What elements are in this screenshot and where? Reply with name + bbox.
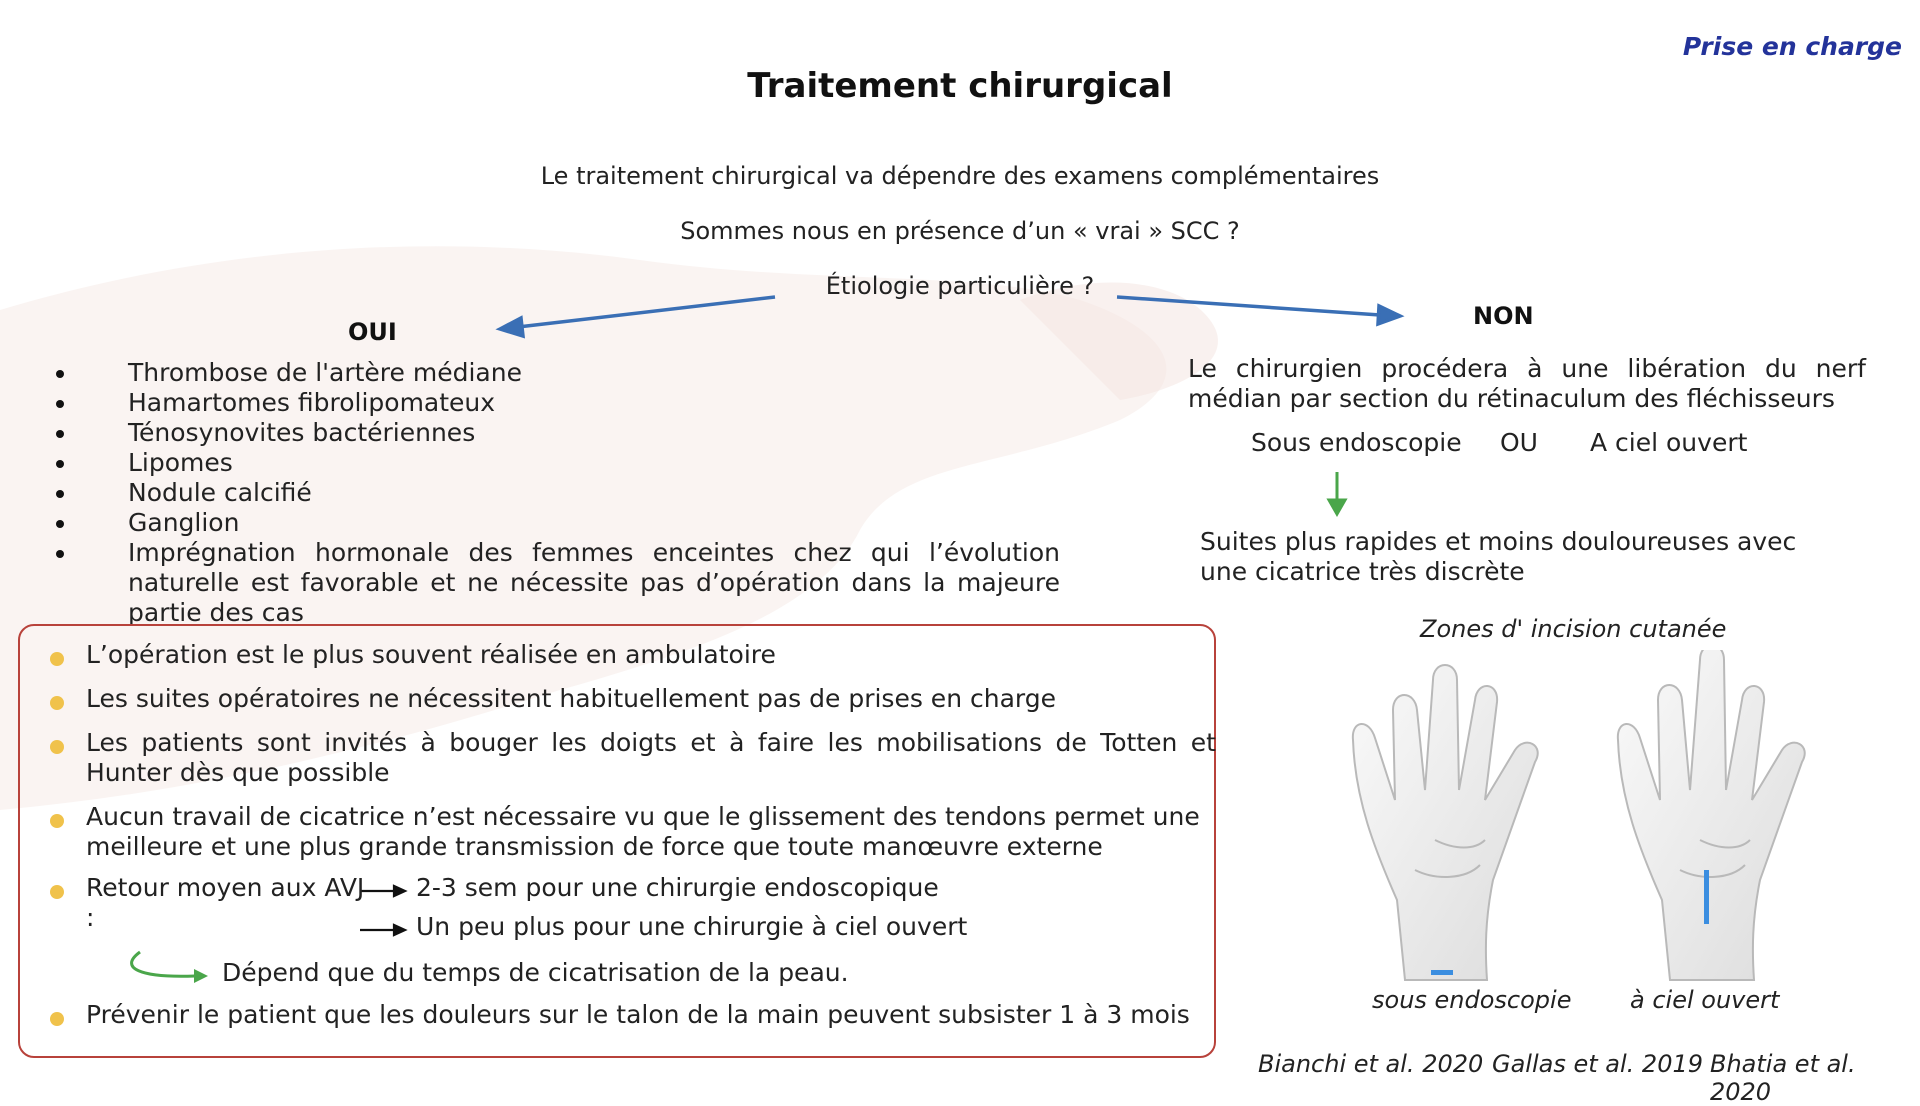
hand-left-icon <box>1353 665 1538 980</box>
bullet-icon <box>50 696 64 710</box>
post-op-box <box>18 624 1216 1058</box>
reference-2: Gallas et al. 2019 <box>1492 1050 1703 1078</box>
option-open: A ciel ouvert <box>1590 428 1748 457</box>
bullet-icon <box>50 1012 64 1026</box>
list-item: Lipomes <box>50 448 1060 478</box>
incision-mark-open <box>1704 870 1709 924</box>
option-or: OU <box>1500 428 1538 457</box>
healing-note: Dépend que du temps de cicatrisation de la peau. <box>222 958 849 987</box>
return-endoscopic: 2-3 sem pour une chirurgie endoscopique <box>416 873 939 902</box>
list-item: Imprégnation hormonale des femmes enceintes chez qui l’évolution naturelle est favorable et ne nécessite pas d’opération dans la majeure partie des cas <box>50 538 1060 628</box>
option-endoscopy: Sous endoscopie <box>1251 428 1462 457</box>
non-description: Le chirurgien procédera à une libération du nerf médian par section du rétinaculum des fléchisseurs <box>1188 354 1866 413</box>
label-oui: OUI <box>348 318 397 346</box>
list-item: Nodule calcifié <box>50 478 1060 508</box>
bullet-icon <box>50 652 64 666</box>
bullet-icon <box>50 814 64 828</box>
box-item-5: Retour moyen aux AVJ : <box>86 873 365 932</box>
caption-endoscopy: sous endoscopie <box>1372 986 1572 1014</box>
intro-line-3: Étiologie particulière ? <box>825 272 1095 300</box>
bullet-icon <box>50 885 64 899</box>
arrow-to-non <box>1117 297 1400 324</box>
figure-title: Zones d' incision cutanée <box>1420 615 1727 643</box>
section-tag: Prise en charge <box>1682 32 1902 61</box>
box-item-3: Les patients sont invités à bouger les doigts et à faire les mobilisations de Totten et Hunter dès que possible <box>86 728 1216 787</box>
arrow-down-green <box>1329 472 1345 514</box>
bullet-icon <box>50 740 64 754</box>
result-text: Suites plus rapides et moins douloureuses avec une cicatrice très discrète <box>1200 527 1797 586</box>
box-item-1: L’opération est le plus souvent réalisée en ambulatoire <box>86 640 776 669</box>
caption-open: à ciel ouvert <box>1630 986 1780 1014</box>
arrow-to-oui <box>500 297 775 336</box>
list-item: Thrombose de l'artère médiane <box>50 358 1060 388</box>
reference-1: Bianchi et al. 2020 <box>1258 1050 1484 1078</box>
list-item: Hamartomes fibrolipomateux <box>50 388 1060 418</box>
incision-mark-endoscopic <box>1431 970 1453 975</box>
hand-illustrations <box>1335 650 1855 985</box>
list-item: Ganglion <box>50 508 1060 538</box>
intro-line-1: Le traitement chirurgical va dépendre des examens complémentaires <box>540 162 1380 190</box>
box-item-6: Prévenir le patient que les douleurs sur le talon de la main peuvent subsister 1 à 3 mois <box>86 1000 1190 1029</box>
hand-right-icon <box>1618 650 1805 980</box>
box-item-4: Aucun travail de cicatrice n’est nécessaire vu que le glissement des tendons permet une meilleure et une plus grande transmission de force que toute manœuvre externe <box>86 802 1200 861</box>
label-non: NON <box>1473 302 1534 330</box>
return-open: Un peu plus pour une chirurgie à ciel ouvert <box>416 912 968 941</box>
oui-list <box>50 358 1060 628</box>
reference-3: Bhatia et al. 2020 <box>1710 1050 1856 1106</box>
list-item: Ténosynovites bactériennes <box>50 418 1060 448</box>
page-title: Traitement chirurgical <box>747 66 1173 106</box>
box-item-2: Les suites opératoires ne nécessitent habituellement pas de prises en charge <box>86 684 1056 713</box>
intro-line-2: Sommes nous en présence d’un « vrai » SCC ? <box>680 217 1240 245</box>
